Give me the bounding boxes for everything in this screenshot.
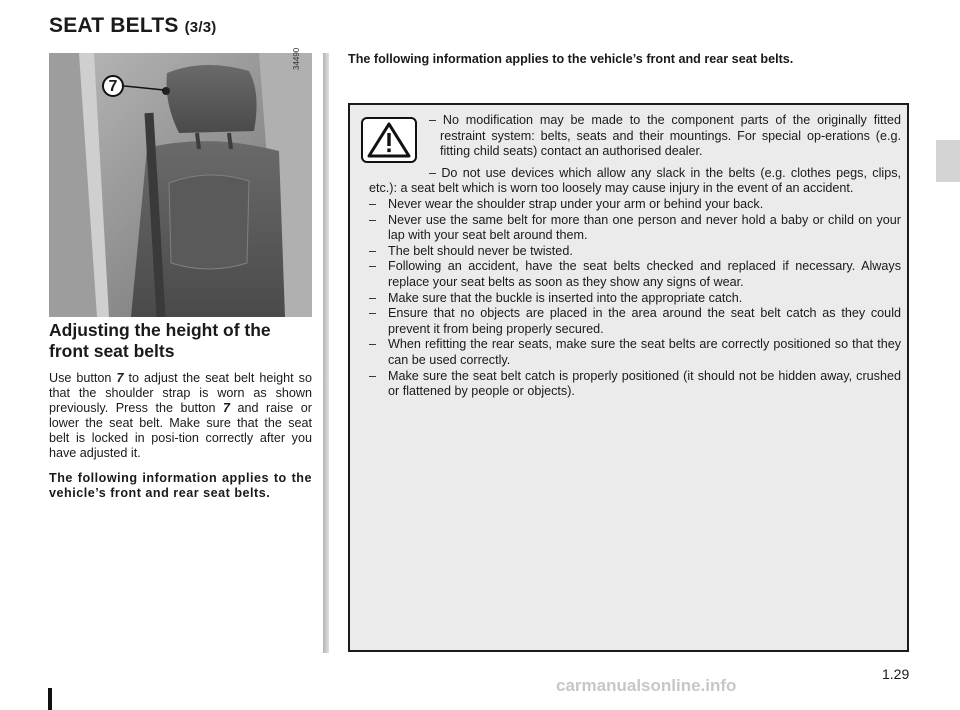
bold-note: The following information applies to the vehicle’s front and rear seat belts. [49, 471, 312, 500]
warning-paragraph: – No modification may be made to the component parts of the originally fitted restraint system: belts, seats and their mountings. For special op-erations (e.g. fitting child seats) contact an authorised dealer. [429, 113, 901, 159]
figure-code: 34490 [292, 47, 301, 70]
list-item: – Ensure that no objects are placed in the area around the seat belt catch as they could prevent it from being properly secured. [369, 306, 901, 337]
page-title-part: (3/3) [184, 19, 217, 36]
callout-leader-line [124, 84, 170, 94]
adjust-paragraph [49, 371, 312, 461]
section-heading: Adjusting the height of the front seat belts [49, 320, 271, 361]
warning-paragraph: – Do not use devices which allow any slack in the belts (e.g. clothes pegs, clips, etc.): a seat belt which is worn too loosely may cause injury in the event of an accident. [369, 165, 901, 196]
corner-mark [48, 688, 52, 710]
page-title-text: SEAT BELTS [49, 14, 179, 37]
list-item: – Never wear the shoulder strap under your arm or behind your back. [369, 197, 901, 213]
button-ref: 7 [116, 371, 124, 385]
text-run: Use button [49, 371, 117, 385]
warning-box [348, 103, 909, 652]
page-title [49, 14, 216, 38]
column-divider [323, 53, 329, 653]
seat-photo [49, 53, 312, 317]
text-run: to adjust the seat belt height so that the shoulder strap is worn as shown previously. Press the button [49, 371, 312, 415]
list-item: – Make sure the seat belt catch is properly positioned (it should not be hidden away, crushed or flattened by people or objects). [369, 369, 901, 400]
list-item: – When refitting the rear seats, make sure the seat belts are correctly positioned so that they can be used correctly. [369, 337, 901, 368]
button-ref: 7 [222, 401, 230, 415]
warning-text [369, 113, 901, 400]
text-run: and raise or lower the seat belt. Make sure that the seat belt is locked in posi-tion correctly after you have adjusted it. [49, 401, 312, 460]
list-item: – The belt should never be twisted. [369, 244, 901, 260]
list-item: – Following an accident, have the seat belts checked and replaced if necessary. Always replace your seat belts as soon as they show any signs of wear. [369, 259, 901, 290]
left-column [49, 320, 312, 511]
warning-list [369, 197, 901, 400]
callout-7: 7 [102, 75, 124, 97]
list-item: – Make sure that the buckle is inserted into the appropriate catch. [369, 291, 901, 307]
intro-text: The following information applies to the vehicle’s front and rear seat belts. [348, 52, 794, 66]
chapter-tab [936, 140, 960, 182]
page-number: 1.29 [882, 666, 910, 682]
list-item: – Never use the same belt for more than one person and never hold a baby or child on your lap with your seat belt around them. [369, 213, 901, 244]
watermark: carmanualsonline.info [556, 676, 737, 695]
